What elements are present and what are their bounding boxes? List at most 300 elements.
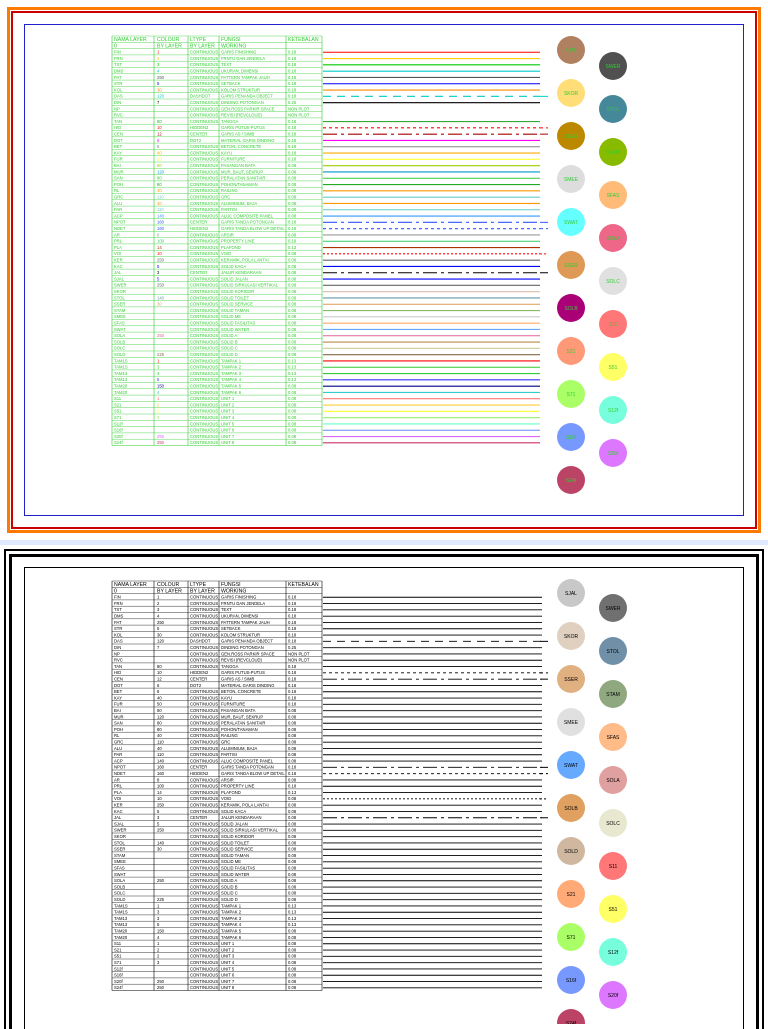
layer-thickness: 0.18	[288, 632, 297, 638]
layer-name: S51	[114, 953, 122, 959]
layer-swatch-label: SSER	[564, 133, 578, 140]
layer-thickness: 0.08	[288, 953, 297, 959]
layer-function: GARIS PUTUS-PUTUS	[221, 125, 265, 131]
layer-swatch-label: SJAL	[565, 590, 577, 597]
layer-name: TAM1S	[114, 903, 128, 909]
layer-function: GARIS TANDA BLOW UP DETAIL	[221, 771, 285, 776]
layer-colour: 80	[157, 720, 162, 726]
layer-linetype: CONTINUOUS	[190, 440, 219, 446]
layer-thickness: 0.08	[288, 821, 297, 827]
layer-linetype: CONTINUOUS	[190, 941, 219, 947]
layer-function: PROPERTY LINE	[221, 238, 255, 244]
layer-thickness: 0.08	[288, 827, 297, 833]
layer-linetype: HIDDEN2	[190, 670, 209, 676]
layer-thickness: 0.08	[288, 928, 297, 934]
layer-name: SWER	[114, 827, 127, 833]
layer-colour: 3	[157, 909, 160, 915]
layer-function: SOLID ME	[221, 859, 242, 865]
layer-swatch-label: SOLA	[606, 777, 620, 784]
layer-colour: 2	[157, 600, 160, 606]
layer-colour: 30	[157, 301, 162, 307]
layer-name: S71	[114, 960, 122, 965]
layer-name: BET	[114, 144, 123, 150]
layer-function: PERALATAN SANITAIR	[221, 720, 266, 726]
layer-name: STR	[114, 626, 123, 632]
layer-name: TXT	[114, 62, 122, 68]
layer-function: UNIT 3	[221, 408, 235, 414]
layer-function: PARTISI	[221, 207, 237, 213]
layer-thickness: 0.18	[288, 137, 297, 143]
layer-thickness: 0.08	[288, 865, 297, 871]
layer-function: PLAFOND	[221, 244, 241, 250]
layer-thickness: 0.13	[288, 358, 297, 364]
layer-name: S24f	[114, 440, 123, 446]
layer-colour: 3	[157, 62, 160, 68]
layer-name: NPOT	[114, 764, 126, 770]
layer-swatch-label: STOL	[606, 106, 620, 113]
layer-name: KAC	[114, 808, 123, 814]
layer-colour: 140	[157, 213, 164, 219]
layer-linetype: CONTINUOUS	[190, 960, 219, 965]
layer-name: SKOR	[114, 289, 126, 294]
layer-swatch-label: SWER	[605, 605, 621, 612]
layer-colour: 3	[157, 415, 160, 420]
layer-function: TEXT	[221, 607, 232, 613]
layer-linetype: CONTINUOUS	[190, 320, 219, 326]
layer-name: NPOT	[114, 219, 126, 225]
layer-name: S21	[114, 947, 122, 953]
layer-linetype: CONTINUOUS	[190, 726, 219, 732]
layer-linetype: CONTINUOUS	[190, 339, 219, 345]
layer-linetype: CONTINUOUS	[190, 978, 219, 984]
layer-thickness: 0.18	[288, 226, 297, 231]
layer-thickness: NON PLOT	[288, 657, 310, 663]
layer-colour: 6	[157, 137, 160, 143]
layer-name: MUR	[114, 714, 124, 720]
layer-name: HID	[114, 670, 122, 676]
layer-linetype: CONTINUOUS	[190, 796, 219, 802]
table-header-cell: BY LAYER	[157, 43, 182, 50]
layer-function: UNIT 2	[221, 947, 235, 953]
layer-function: ALUMINIUM, BAJA	[221, 200, 258, 206]
layer-colour: 8	[157, 144, 160, 150]
layer-function: SOLID D	[221, 352, 238, 357]
layer-linetype: CONTINUOUS	[190, 251, 219, 257]
layer-function: TAMPAK 5	[221, 928, 242, 934]
layer-linetype: CENTER	[190, 676, 208, 682]
layer-function: GARIS AS / SIMB	[221, 131, 255, 137]
layer-colour: 7	[157, 100, 160, 105]
layer-thickness: 0.18	[288, 87, 297, 93]
layer-colour: 1	[157, 49, 160, 55]
layer-thickness: 0.08	[288, 758, 297, 764]
layer-swatch-label: SKOR	[563, 633, 579, 640]
layer-colour: 10	[157, 125, 162, 131]
layer-linetype: CONTINUOUS	[190, 118, 219, 124]
layer-name: S71	[114, 415, 122, 420]
layer-name: DIN	[114, 100, 122, 105]
layer-name: S12f	[114, 421, 123, 427]
layer-thickness: 0.08	[288, 884, 297, 890]
layer-linetype: CONTINUOUS	[190, 865, 219, 871]
layer-swatch-label: S12f	[607, 949, 619, 956]
layer-linetype: CONTINUOUS	[190, 402, 219, 408]
layer-colour: 14	[157, 789, 162, 795]
layer-name: SFAS	[114, 320, 125, 326]
layer-name: S21	[114, 402, 122, 408]
layer-name: PAR	[114, 752, 123, 758]
layer-function: TAMPAK 4	[221, 377, 242, 383]
layer-function: TAMPAK 1	[221, 358, 242, 364]
layer-function: SOLID TAMAN	[221, 307, 249, 313]
layer-name: FIN	[114, 49, 121, 55]
layer-colour: 40	[157, 745, 162, 751]
layer-function: GEN.ROSS PARKIR SPACE	[221, 106, 275, 112]
layer-thickness: 0.08	[288, 840, 297, 846]
layer-swatch-label: S11	[608, 863, 618, 870]
layer-colour: 110	[157, 207, 164, 213]
layer-linetype: CONTINUOUS	[190, 276, 219, 282]
layer-function: MUR, BAUT, SEKRUP	[221, 714, 264, 720]
layer-function: TAMPAK 6	[221, 934, 242, 940]
layer-function: GARIS TANDA BLOW UP DETAIL	[221, 226, 285, 231]
layer-name: TAM1S	[114, 358, 128, 364]
layer-function: SOLID SERVICE	[221, 301, 254, 307]
layer-colour: 1	[157, 358, 160, 364]
layer-function: TAMPAK 6	[221, 389, 242, 395]
layer-colour: 2	[157, 402, 160, 408]
layer-thickness: 0.08	[288, 339, 297, 345]
layer-thickness: 0.08	[288, 263, 297, 269]
layer-linetype: CONTINUOUS	[190, 903, 219, 909]
layer-linetype: CONTINUOUS	[190, 928, 219, 934]
layer-linetype: CONTINUOUS	[190, 777, 219, 783]
layer-thickness: 0.08	[288, 421, 297, 427]
layer-swatch-label: SWAT	[564, 762, 578, 769]
layer-function: UNIT 6	[221, 427, 235, 433]
layer-swatch-label: SFAS	[606, 734, 620, 741]
layer-colour: 2	[157, 408, 160, 414]
layer-linetype: CONTINUOUS	[190, 175, 219, 181]
layer-colour: 50	[157, 701, 162, 707]
layer-colour: 40	[157, 200, 162, 206]
layer-name: SMEE	[114, 859, 126, 865]
layer-name: KAY	[114, 695, 123, 701]
layer-linetype: CENTER	[190, 131, 208, 137]
layer-thickness: 0.18	[288, 68, 297, 74]
table-header-cell: NAMA LAYER	[114, 582, 147, 588]
layer-colour: 1	[157, 396, 160, 402]
layer-linetype: CONTINUOUS	[190, 821, 219, 827]
layer-thickness: 0.08	[288, 389, 297, 395]
layer-name: KAY	[114, 150, 123, 156]
layer-thickness: 0.08	[288, 752, 297, 758]
layer-colour: 110	[157, 739, 164, 745]
layer-function: TAMPAK 2	[221, 909, 242, 915]
table-header-cell: 0	[114, 588, 117, 595]
layer-colour: 120	[157, 169, 164, 175]
layer-thickness: 0.18	[288, 118, 297, 124]
layer-linetype: CONTINUOUS	[190, 600, 219, 606]
layer-thickness: 0.18	[288, 607, 297, 613]
layer-thickness: 0.18	[288, 49, 297, 55]
layer-name: RL	[114, 733, 120, 739]
layer-name: RVC	[114, 657, 123, 663]
layer-thickness: 0.18	[288, 613, 297, 619]
layer-thickness: 0.08	[288, 352, 297, 357]
layer-thickness: 0.13	[288, 903, 297, 909]
layer-function: SOLID KORIDOR	[221, 289, 255, 294]
layer-thickness: 0.08	[288, 871, 297, 877]
layer-name: S11	[114, 941, 122, 947]
layer-colour: 150	[157, 383, 164, 389]
layer-colour: 50	[157, 156, 162, 162]
layer-thickness: 0.08	[288, 270, 297, 276]
layer-colour: 5	[157, 808, 160, 814]
layer-function: SOLID JALAN	[221, 821, 248, 827]
layer-name: TAN	[114, 663, 123, 669]
layer-function: POHON/TANAMAN	[221, 726, 258, 732]
layer-linetype: CONTINUOUS	[190, 358, 219, 364]
layer-name: TAN	[114, 118, 123, 124]
layer-name: SOLD	[114, 352, 126, 357]
layer-thickness: 0.08	[288, 163, 297, 168]
layer-linetype: CONTINUOUS	[190, 396, 219, 402]
layer-colour: 3	[157, 270, 160, 276]
layer-thickness: 0.08	[288, 934, 297, 940]
layer-function: GARIS FINISHING	[221, 594, 257, 600]
layer-colour: 250	[157, 802, 164, 808]
layer-swatch-label: SOLB	[564, 305, 578, 312]
layer-thickness: 0.25	[288, 645, 297, 650]
table-header-cell: FUNGSI	[221, 582, 241, 588]
layer-name: SOLB	[114, 339, 126, 345]
layer-linetype: CONTINUOUS	[190, 263, 219, 269]
layer-colour: 160	[157, 771, 164, 776]
layer-colour: 8	[157, 689, 160, 695]
layer-name: BET	[114, 689, 123, 695]
layer-thickness: 0.08	[288, 960, 297, 965]
layer-colour: 100	[157, 238, 164, 244]
layer-swatch-label: SSER	[564, 676, 578, 683]
layer-name: SSER	[114, 846, 126, 852]
layer-name: DAS	[114, 638, 123, 644]
layer-thickness: 0.18	[288, 93, 297, 99]
layer-function: KOLOM STRUKTUR	[221, 87, 261, 93]
layer-name: VOI	[114, 796, 122, 802]
layer-linetype: CONTINUOUS	[190, 200, 219, 206]
layer-name: S24f	[114, 985, 123, 991]
layer-swatch-label: SWAT	[564, 219, 578, 226]
layer-thickness: 0.08	[288, 815, 297, 821]
layer-swatch-label: SWER	[605, 63, 621, 70]
layer-thickness: 0.08	[288, 345, 297, 351]
layer-name: SOLC	[114, 345, 126, 351]
layer-function: GARIS TANDA POTONGAN	[221, 764, 274, 770]
layer-name: SJAL	[114, 821, 125, 827]
layer-function: PROPERTY LINE	[221, 783, 255, 789]
layer-thickness: 0.08	[288, 739, 297, 745]
layer-linetype: CENTER	[190, 219, 208, 225]
layer-linetype: CONTINUOUS	[190, 752, 219, 758]
layer-name: PAT	[114, 74, 122, 80]
layer-linetype: CONTINUOUS	[190, 701, 219, 707]
layer-function: MATERIAL GARIS DINDING	[221, 682, 275, 688]
layer-name: AR	[114, 232, 120, 238]
layer-swatch-label: S20f	[607, 450, 619, 457]
layer-name: SWER	[114, 282, 127, 288]
layer-function: SOLID A	[221, 333, 238, 339]
layer-linetype: CONTINUOUS	[190, 909, 219, 915]
layer-thickness: 0.08	[288, 726, 297, 732]
layer-thickness: 0.18	[288, 689, 297, 695]
layer-function: REVISI (REVCLOUD)	[221, 657, 262, 663]
layer-linetype: CONTINUOUS	[190, 934, 219, 940]
layer-swatch-label: S12f	[607, 407, 619, 414]
layer-colour: 120	[157, 638, 164, 644]
table-header-cell: LTYPE	[190, 582, 207, 588]
layer-name: SAN	[114, 720, 123, 726]
layer-function: SETBACK	[221, 626, 241, 632]
layer-linetype: CONTINUOUS	[190, 49, 219, 55]
layer-swatch-label: SFAS	[606, 192, 620, 199]
layer-thickness: 0.13	[288, 377, 297, 383]
layer-function: GARIS PENANDA OBJECT	[221, 93, 273, 99]
table-header-cell: KETEBALAN	[288, 582, 319, 588]
layer-thickness: 0.08	[288, 852, 297, 858]
layer-function: PASANGAN BATA	[221, 708, 256, 713]
layer-swatch-label: S71	[566, 934, 576, 941]
layer-colour: 80	[157, 175, 162, 181]
layer-function: SOLID JALAN	[221, 276, 248, 282]
layer-swatch-label: S51	[608, 364, 618, 371]
layer-thickness: NON PLOT	[288, 112, 310, 118]
layer-name: NP	[114, 106, 120, 112]
layer-name: NP	[114, 651, 120, 657]
layer-name: TAM13	[114, 377, 128, 383]
layer-linetype: CONTINUOUS	[190, 62, 219, 68]
table-header-cell: BY LAYER	[190, 43, 215, 50]
layer-linetype: CONTINUOUS	[190, 802, 219, 808]
layer-colour: 8	[157, 777, 160, 783]
layer-swatch-label: SSER	[564, 262, 578, 269]
layer-colour: 40	[157, 150, 162, 156]
layer-name: TAM13	[114, 922, 128, 928]
layer-function: TAMPAK 4	[221, 922, 242, 928]
layer-thickness: 0.18	[288, 676, 297, 682]
layer-thickness: 0.08	[288, 878, 297, 884]
layer-thickness: 0.13	[288, 922, 297, 928]
layer-thickness: 0.08	[288, 175, 297, 181]
layer-linetype: CONTINUOUS	[190, 745, 219, 751]
layer-colour: 110	[157, 752, 164, 758]
layer-linetype: CONTINUOUS	[190, 150, 219, 156]
layer-swatch-label: S20f	[607, 992, 619, 999]
layer-linetype: CONTINUOUS	[190, 789, 219, 795]
layer-function: SOLID C	[221, 345, 238, 351]
layer-function: TAMPAK 3	[221, 915, 242, 921]
layer-colour: 80	[157, 181, 162, 187]
layer-thickness: 0.08	[288, 301, 297, 307]
layer-function: TAMPAK 3	[221, 370, 242, 376]
layer-name: DAS	[114, 93, 123, 99]
layer-linetype: CONTINUOUS	[190, 106, 219, 112]
layer-name: HID	[114, 125, 122, 131]
layer-name: ALU	[114, 745, 123, 751]
layer-function: SOLID KORIDOR	[221, 834, 255, 839]
layer-name: TAM13	[114, 370, 128, 376]
layer-linetype: CONTINUOUS	[190, 878, 219, 884]
layer-function: KAYU	[221, 150, 233, 156]
layer-colour: 140	[157, 295, 164, 301]
layer-function: UNIT 2	[221, 402, 235, 408]
layer-thickness: 0.08	[288, 985, 297, 991]
layer-thickness: 0.13	[288, 364, 297, 370]
layer-name: TAM20	[114, 389, 128, 395]
layer-linetype: CENTER	[190, 815, 208, 821]
layer-thickness: 0.08	[288, 427, 297, 433]
layer-thickness: 0.18	[288, 600, 297, 606]
layer-name: SKOR	[114, 834, 126, 839]
layer-linetype: CONTINUOUS	[190, 389, 219, 395]
layer-linetype: CONTINUOUS	[190, 144, 219, 150]
layer-name: TXT	[114, 607, 122, 613]
layer-name: SOLB	[114, 884, 126, 890]
layer-colour: 250	[157, 827, 164, 833]
layer-linetype: CONTINUOUS	[190, 207, 219, 213]
layer-linetype: CONTINUOUS	[190, 594, 219, 600]
layer-function: TAMPAK 5	[221, 383, 242, 389]
layer-function: DINDING POTONGAN	[221, 645, 264, 650]
layer-thickness: 0.08	[288, 276, 297, 282]
layer-name: PRL	[114, 238, 123, 244]
layer-thickness: 0.08	[288, 251, 297, 257]
layer-thickness: 0.18	[288, 131, 297, 137]
layer-thickness: 0.08	[288, 972, 297, 978]
layer-thickness: 0.18	[288, 783, 297, 789]
layer-function: PLAFOND	[221, 789, 241, 795]
layer-function: SETBACK	[221, 81, 241, 87]
layer-linetype: CONTINUOUS	[190, 915, 219, 921]
layer-thickness: 0.13	[288, 909, 297, 915]
layer-colour: 225	[157, 897, 164, 902]
layer-thickness: 0.08	[288, 289, 297, 294]
layer-name: TAM1S	[114, 364, 128, 370]
layer-colour: 80	[157, 663, 162, 669]
layer-function: REVISI (REVCLOUD)	[221, 112, 262, 118]
layer-linetype: CONTINUOUS	[190, 663, 219, 669]
layer-swatch-label: STOL	[606, 648, 620, 655]
layer-linetype: CONTINUOUS	[190, 352, 219, 357]
layer-name: DOT	[114, 137, 123, 143]
layer-linetype: DASHDOT	[190, 93, 211, 99]
layer-thickness: 0.08	[288, 232, 297, 238]
layer-name: S16f	[114, 972, 123, 978]
layer-thickness: 0.08	[288, 796, 297, 802]
layer-thickness: 0.25	[288, 100, 297, 105]
layer-thickness: 0.18	[288, 764, 297, 770]
layer-thickness: 0.18	[288, 619, 297, 625]
layer-colour: 40	[157, 733, 162, 739]
layer-name: STAM	[114, 852, 126, 858]
layer-colour: 140	[157, 758, 164, 764]
layer-colour: 5	[157, 626, 160, 632]
layer-linetype: CONTINUOUS	[190, 301, 219, 307]
layer-linetype: CONTINUOUS	[190, 783, 219, 789]
layer-thickness: 0.08	[288, 720, 297, 726]
layer-name: FUR	[114, 701, 123, 707]
layer-table-mono	[0, 545, 768, 1024]
